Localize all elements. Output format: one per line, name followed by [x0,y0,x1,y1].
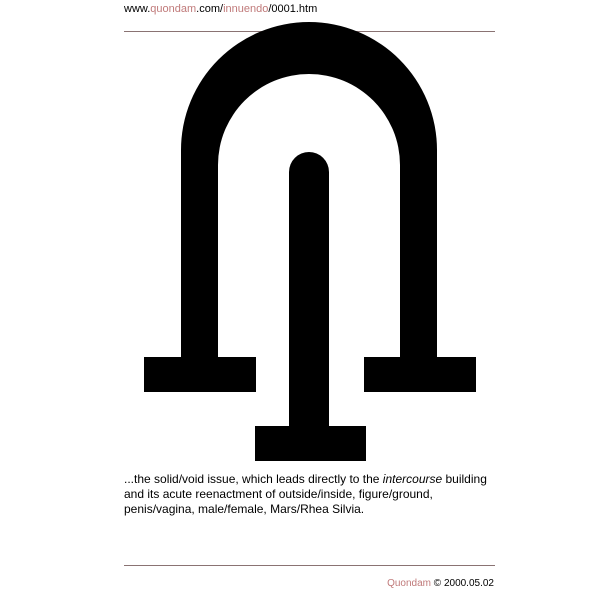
footer-credit [387,578,494,590]
url-section-link[interactable]: innuendo [223,3,269,15]
url-site-link[interactable]: quondam [150,3,197,15]
arch-right-foot [364,357,476,392]
central-pillar-base [255,426,366,461]
arch-left-foot [144,357,256,392]
caption-part-1: ...the solid/void issue, which leads directly to the [124,472,383,486]
footer-copyright: © 2000.05.02 [431,578,494,589]
central-pillar [289,152,329,427]
caption-part-2: building and its acute reenactment of outside/inside, figure/ground, penis/vagina, male/female, Mars/Rhea Silvia. [124,472,487,516]
url-domain: .com/ [196,3,224,15]
url-prefix: www. [124,3,151,15]
url-page: /0001.htm [268,3,318,15]
caption-text [124,472,496,517]
caption-emphasis: intercourse [382,472,443,486]
footer-site-link[interactable]: Quondam [387,578,432,589]
bottom-divider [124,565,495,566]
